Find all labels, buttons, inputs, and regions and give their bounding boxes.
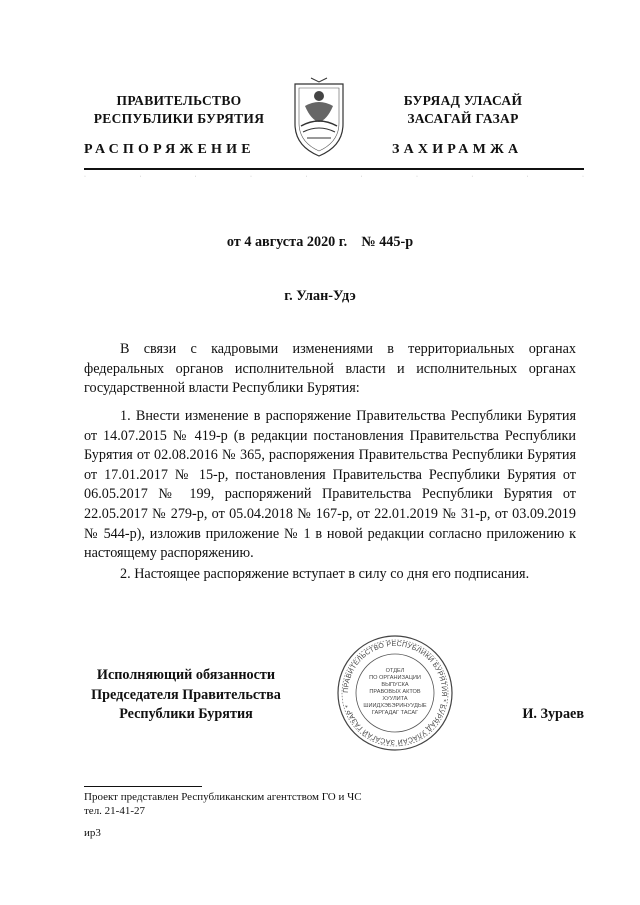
document-date-number: от 4 августа 2020 г. № 445-р: [226, 234, 414, 250]
svg-text:ПО ОРГАНИЗАЦИИ: ПО ОРГАНИЗАЦИИ: [369, 675, 421, 681]
header-right-doc-type: ЗАХИРАМЖА: [392, 142, 523, 157]
header-left-doc-type: РАСПОРЯЖЕНИЕ: [84, 142, 255, 157]
stamp-ring-text: ПРАВИТЕЛЬСТВО РЕСПУБЛИКИ БУРЯТИЯ * БУРЯАД УЛАСАЙ ЗАСАГАЙ ГАЗАР *: [342, 640, 448, 746]
svg-text:ХУУЛИТА: ХУУЛИТА: [382, 696, 408, 702]
footer-code: ир3: [84, 827, 101, 839]
svg-text:ШИИДХЭБЭРИНУУДЫЕ: ШИИДХЭБЭРИНУУДЫЕ: [363, 703, 427, 709]
coat-of-arms-emblem: [291, 76, 347, 160]
header-right-line1: БУРЯАД УЛАСАЙ: [403, 93, 523, 108]
official-stamp: [336, 634, 454, 752]
item-2-paragraph: 2. Настоящее распоряжение вступает в силу со дня его подписания.: [120, 566, 530, 582]
svg-text:ГАРГАДАГ ТАСАГ: ГАРГАДАГ ТАСАГ: [371, 710, 419, 716]
header-left-line1: ПРАВИТЕЛЬСТВО: [116, 93, 242, 108]
signatory-title: [78, 666, 294, 725]
footer-divider: [84, 786, 202, 787]
preamble-paragraph: В связи с кадровыми изменениями в территориальных органах федеральных органов исполнительной власти и исполнительных органах государственной власти Республики Бурятия:: [84, 341, 576, 397]
svg-text:ОТДЕЛ: ОТДЕЛ: [385, 668, 405, 674]
footer-project-line: Проект представлен Республиканским агентством ГО и ЧС: [84, 791, 362, 803]
svg-text:ВЫПУСКА: ВЫПУСКА: [381, 682, 409, 688]
item-1-paragraph: 1. Внести изменение в распоряжение Правительства Республики Бурятия от 14.07.2015 № 419-р (в редакции постановления Правительства Республики Бурятия от 02.08.2016 № 365, распоряжения Правительства Республики Бурятия от 17.01.2017 № 15-р, постановления Правительства Республики Бурятия от 06.05.2017 № 199, распоряжений Правительства Республики Бурятия от 22.05.2017 № 279-р, от 05.04.2018 № 167-р, от 22.01.2019 № 31-р, от 03.09.2019 № 544-р), изложив приложение № 1 в новой редакции согласно приложению к настоящему распоряжению.: [84, 408, 576, 562]
signatory-title-line1: Исполняющий обязанности: [96, 667, 276, 683]
header-dotted-line: · · · · · · · · · ·: [84, 174, 584, 180]
signatory-title-line3: Республики Бурятия: [119, 706, 253, 723]
header-left-title: [84, 92, 274, 128]
signatory-title-line2: Председателя Правительства: [91, 686, 281, 703]
header-divider: [84, 168, 584, 170]
footer-phone-line: тел. 21-41-27: [84, 805, 146, 817]
header-left-line2: РЕСПУБЛИКИ БУРЯТИЯ: [93, 111, 265, 126]
header-right-line2: ЗАСАГАЙ ГАЗАР: [407, 111, 519, 126]
header-right-title: [368, 92, 558, 128]
footer-note: [84, 790, 504, 818]
signatory-name: И. Зураев: [522, 706, 584, 722]
document-city: г. Улан-Удэ: [284, 288, 356, 304]
svg-text:ПРАВОВЫХ АКТОВ: ПРАВОВЫХ АКТОВ: [369, 689, 421, 695]
